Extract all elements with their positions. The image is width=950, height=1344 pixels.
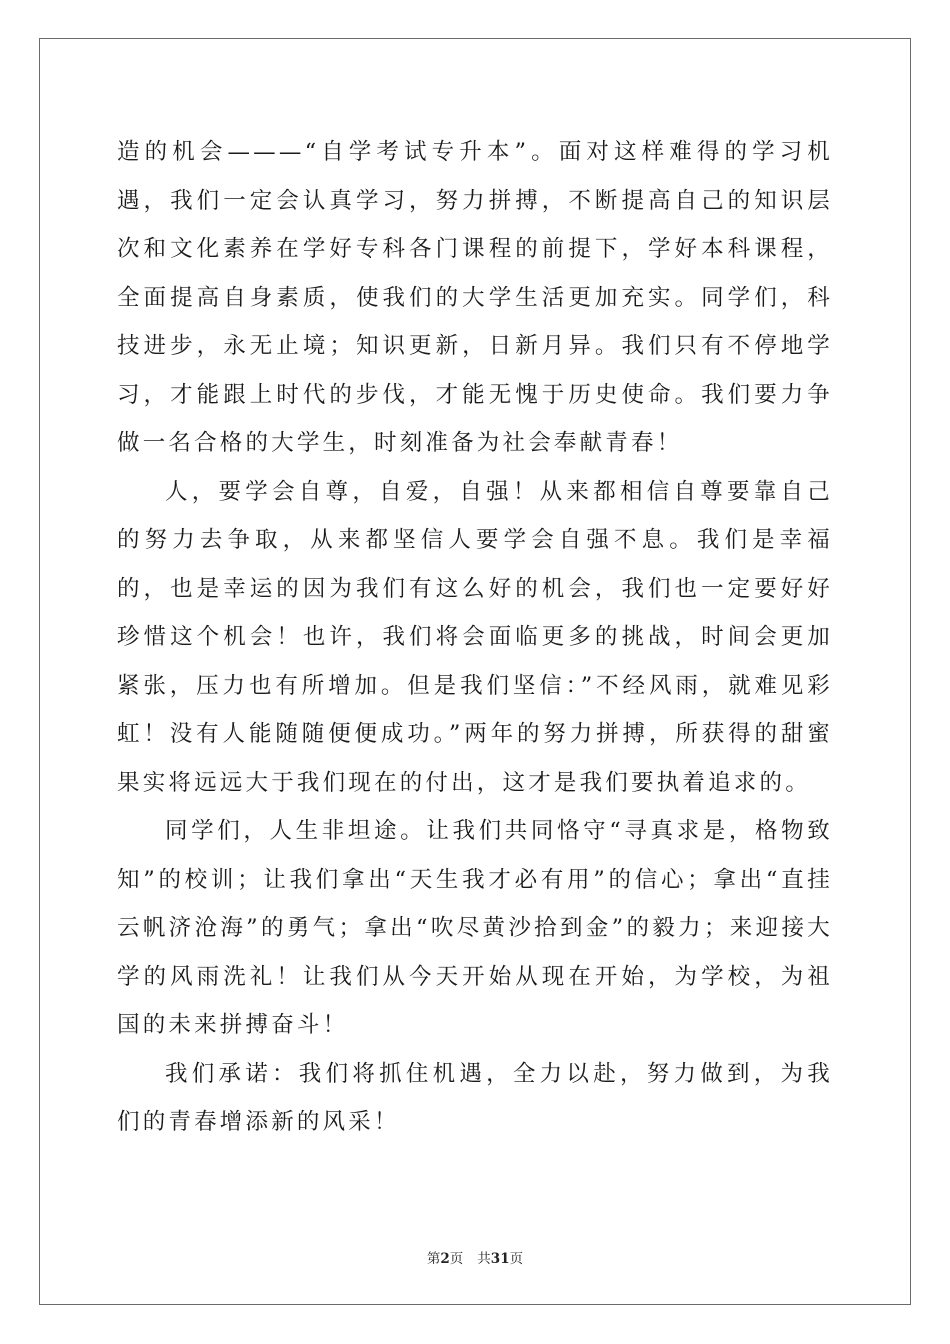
page-number: 2 [440,1251,450,1267]
paragraph-4: 我们承诺：我们将抓住机遇，全力以赴，努力做到，为我们的青春增添新的风采！ [117,1060,833,1135]
page-prefix: 第 [426,1251,441,1267]
total-suffix: 页 [509,1251,524,1267]
page-footer [0,1247,950,1267]
paragraph-1: 造的机会———“自学考试专升本”。面对这样难得的学习机遇，我们一定会认真学习，努力拼搏，不断提高自己的知识层次和文化素养在学好专科各门课程的前提下，学好本科课程，全面提高自身素质，使我们的大学生活更加充实。同学们，科技进步，永无止境；知识更新，日新月异。我们只有不停地学习，才能跟上时代的步伐，才能无愧于历史使命。我们要力争做一名合格的大学生，时刻准备为社会奉献青春！ [117,139,833,456]
document-body [117,128,833,1147]
paragraph-2: 人，要学会自尊，自爱，自强！从来都相信自尊要靠自己的努力去争取，从来都坚信人要学会自强不息。我们是幸福的，也是幸运的因为我们有这么好的机会，我们也一定要好好珍惜这个机会！也许，我们将会面临更多的挑战，时间会更加紧张，压力也有所增加。但是我们坚信：”不经风雨，就难见彩虹！没有人能随随便便成功。”两年的努力拼搏，所获得的甜蜜果实将远远大于我们现在的付出，这才是我们要执着追求的。 [117,478,833,796]
page-suffix: 页 [449,1251,464,1267]
total-pages: 31 [490,1251,510,1267]
paragraph-3: 同学们，人生非坦途。让我们共同恪守“寻真求是，格物致知”的校训；让我们拿出“天生我才必有用”的信心；拿出“直挂云帆济沧海”的勇气；拿出“吹尽黄沙拾到金”的毅力；来迎接大学的风雨洗礼！让我们从今天开始从现在开始，为学校，为祖国的未来拼搏奋斗！ [117,818,833,1038]
total-prefix: 共 [477,1251,491,1267]
